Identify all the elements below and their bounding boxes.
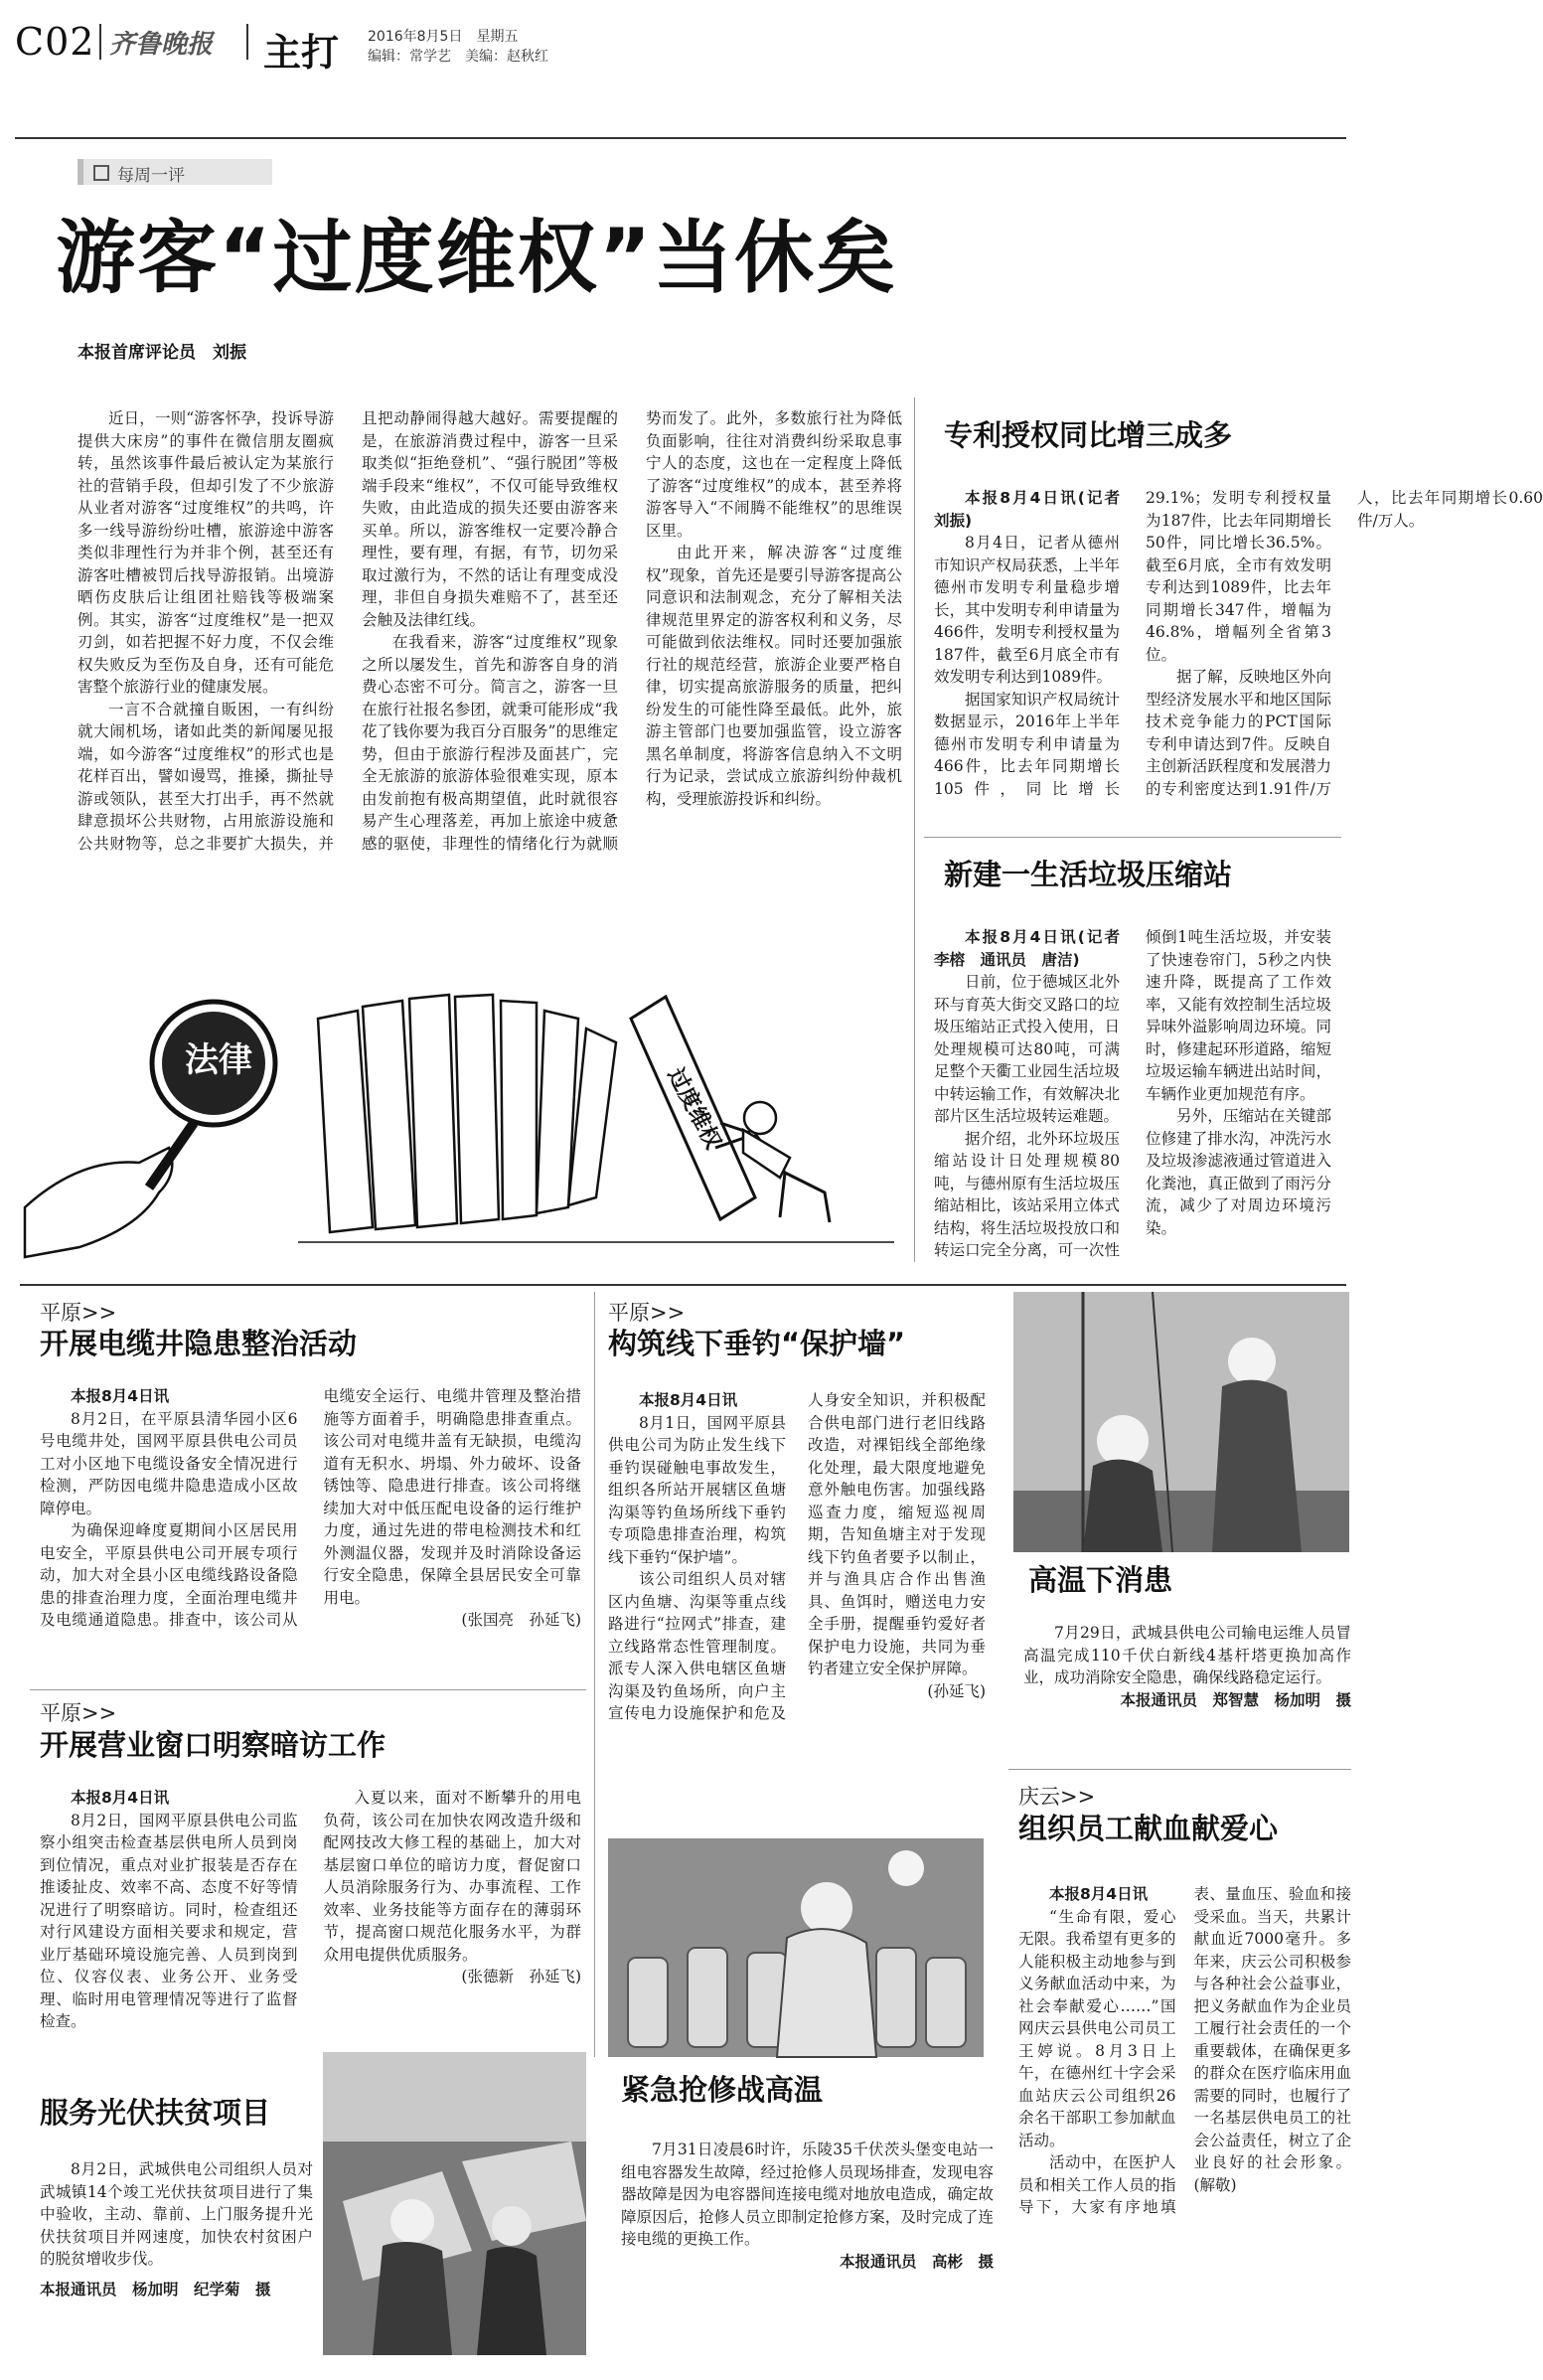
- patent-headline: 专利授权同比增三成多: [944, 418, 1233, 452]
- section-rule: [1008, 1769, 1351, 1770]
- heat-headline: 高温下消患: [1028, 1563, 1173, 1597]
- date-line: 2016年8月5日 星期五: [368, 29, 519, 45]
- section-rule: [20, 1284, 1346, 1286]
- patent-paragraph: 8月4日，记者从德州市知识产权局获悉，上半年德州市发明专利量稳步增长，其中发明专利申请量为466件，发明专利授权量为187件，截至6月底全市有效发明专利达到1089件。: [934, 534, 1120, 686]
- commentary-paragraph: 在我看来，游客“过度维权”现象之所以屡发生，首先和游客自身的消费心态密不可分。简言之，游客一旦在旅行社报名参团，就秉可能形成“我花了钱你要为我百分百服务”的思维定势，但由于旅游行程涉及面甚广，完全无旅游的旅游体验很难实现，原本由发前抱有极高期望值，此时就很容易产生心理落差，再加上旅途中疲惫感的驱使，非理性的情绪化行为就顺势而发了。此外，多数旅行社为降低负面影响，往往对消费纠纷采取息事宁人的态度，这也在一定程度上降低了游客“过度维权”的成本，甚至养将游客导入“不闹腾不能维权”的思维误区里。: [362, 409, 902, 853]
- cable-paragraph: 8月2日，在平原县清华园小区6号电缆井处，国网平原县供电公司员工对小区地下电缆设备安全情况进行检测，严防因电缆井隐患造成小区故障停电。: [40, 1409, 298, 1517]
- solar-credit: 本报通讯员 杨加明 纪学菊 摄: [40, 2279, 271, 2299]
- cable-lead-text: 本报8月4日讯: [71, 1387, 170, 1405]
- fishing-lead-text: 本报8月4日讯: [639, 1391, 738, 1409]
- blood-lead-text: 本报8月4日讯: [1049, 1885, 1149, 1903]
- window-lead: [40, 1787, 298, 1810]
- masthead-logo: 齐鲁晚报: [109, 30, 214, 60]
- window-paragraph: 8月2日，国网平原县供电公司监察小组突击检查基层供电所人员到岗到位情况，重点对业扩报装是否存在推诿扯皮、效率不高、态度不好等情况进行了明察暗访。同时，检查组还对行风建设方面相关要求和规定，营业厅基础环境设施完善、人员到岗到位、仪容仪表、业务公开、业务受理、临时用电管理情况等进行了监督检查。: [40, 1811, 298, 2030]
- cable-lead: [40, 1385, 298, 1408]
- heat-credit: 本报通讯员 郑智慧 杨加明 摄: [1120, 1689, 1351, 1709]
- page-number: C02: [15, 20, 95, 64]
- fishing-paragraph: 8月1日，国网平原县供电公司为防止发生线下垂钓误碰触电事故发生，组织各所站开展辖区鱼塘沟渠等钓鱼场所线下垂钓专项隐患排查治理，构筑线下垂钓“保护墙”。: [608, 1413, 786, 1566]
- blood-lead: [1018, 1883, 1176, 1906]
- commentary-paragraph: 由此开来，解决游客“过度维权”现象，首先还是要引导游客提高公同意识和法制观念，充分了解相关法律规范里界定的游客权利和义务，尽可能做到依法维权。同时还要加强旅行社的规范经营，旅游企业要严格自律，切实提高旅游服务的质量，把纠纷发生的可能性降至最低。此外，旅游主管部门也要加强监管，设立游客黑名单制度，将游客信息纳入不文明行为记录，尝试成立旅游纠纷仲裁机构，受理旅游投诉和纠纷。: [646, 544, 902, 808]
- patent-lead: [934, 487, 1136, 532]
- solar-paragraph: 8月2日，武城供电公司组织人员对武城镇14个竣工光伏扶贫项目进行了集中验收，主动、靠前、上门服务提升光伏扶贫项目并网速度，加快农村贫困户的脱贫增收步伐。: [40, 2160, 313, 2268]
- heat-photo: [1013, 1292, 1349, 1552]
- law-badge: [169, 1017, 268, 1096]
- cable-body: [40, 1385, 581, 1673]
- garbage-paragraph: 日前，位于德城区北外环与育英大街交叉路口的垃圾压缩站正式投入使用，日处理规模可达80吨，可满足整个天衢工业园生活垃圾中转运输工作，有效解决北部片区生活垃圾转运难题。: [934, 973, 1120, 1125]
- law-cartoon: [20, 959, 914, 1277]
- window-headline: 开展营业窗口明察暗访工作: [40, 1728, 386, 1762]
- window-paragraph: 入夏以来，面对不断攀升的用电负荷，该公司在加快农网改造升级和配网技改大修工程的基础上，加大对基层窗口单位的暗访力度，督促窗口人员消除服务行为、办事流程、工作效率、业务技能等方面存在的薄弱环节，提高窗口规范化服务水平，为群众用电提供优质服务。: [323, 1789, 581, 1964]
- blood-paragraph: “生命有限，爱心无限。我希望有更多的人能积极主动地参与到义务献血活动中来，为社会奉献爱心……”国网庆云县供电公司员工王婷说。8月3日上午，在德州红十字会采血站庆云公司组织26余名干部职工参加献血活动。: [1018, 1907, 1176, 2149]
- window-body: [40, 1787, 581, 2075]
- garbage-paragraph: 另外，压缩站在关键部位修建了排水沟，冲洗污水及垃圾渗滤液通过管道进入化粪池，真正做到了雨污分流，减少了对周边环境污染。: [1146, 1107, 1331, 1237]
- repair-photo: [608, 1838, 984, 2057]
- cable-paragraph: 为确保迎峰度夏期间小区居民用电安全，平原县供电公司开展专项行动，加大对全县小区电缆线路设备隐患的排查治理力度，全面治理电缆井及电缆通道隐患。排查中，该公司从电缆安全运行、电缆井管理及整治措施等方面着手，明确隐患排查重点。该公司对电缆井盖有无缺损，电缆沟道有无积水、坍塌、外力破坏、设备锈蚀等、隐患进行排查。该公司将继续加大对中低压配电设备的运行维护力度，通过先进的带电检测技术和红外测温仪器，发现并及时消除设备运行安全隐患，保障全县居民安全可靠用电。: [40, 1387, 581, 1629]
- column-tag: [77, 159, 272, 185]
- fishing-credit: (孙延飞): [927, 1681, 986, 1700]
- patent-body: [934, 487, 1543, 815]
- blood-paragraph: 活动中，在医护人员和相关工作人员的指导下，大家有序地填表、量血压、验血和接受采血。当天，共累计献血近7000毫升。多年来，庆云公司积极参与各种社会公益事业，把义务献血作为企业员工履行社会责任的一个重要载体，在确保更多的群众在医疗临床用血需要的同时，也履行了一名基层供电员工的社会公益责任，树立了企业良好的社会形象。(解敬): [1018, 1885, 1351, 2216]
- header-divider-2: [246, 24, 248, 60]
- section-divider: [924, 837, 1341, 838]
- repair-paragraph: 7月31日凌晨6时许，乐陵35千伏茨头堡变电站一组电容器发生故障，经过抢修人员现场排查，发现电容器故障是因为电容器间连接电缆对地放电造成，确定故障原因后，抢修人员立即制定抢修方案，及时完成了连接电缆的更换工作。: [621, 2141, 994, 2248]
- garbage-lead: [934, 926, 1136, 971]
- commentary-body: [77, 407, 902, 944]
- section-title: 主打: [263, 31, 340, 75]
- blood-body: [1018, 1883, 1351, 2365]
- heat-paragraph: 7月29日，武城县供电公司输电运维人员冒高温完成110千伏白新线4基杆塔更换加高作业，成功消除安全隐患，确保线路稳定运行。: [1023, 1624, 1351, 1686]
- blood-kicker: 庆云>>: [1018, 1785, 1096, 1809]
- fishing-kicker: 平原>>: [608, 1301, 686, 1325]
- solar-headline: 服务光伏扶贫项目: [40, 2096, 271, 2130]
- window-lead-text: 本报8月4日讯: [71, 1789, 170, 1807]
- commentary-headline: 游客“过度维权”当休矣: [56, 212, 898, 304]
- cable-kicker: 平原>>: [40, 1301, 117, 1325]
- cartoon-board-text: 过度维权: [662, 1064, 726, 1154]
- garbage-paragraph: 据介绍，北外环垃圾压缩站设计日处理规模80吨，与德州原有生活垃圾压缩站相比，该站采用立体式结构，将生活垃圾投放口和转运口完全分离，可一次性倾倒1吨生活垃圾，并安装了快速卷帘门，5秒之内快速升降，既提高了工作效率，又能有效控制生活垃圾异味外溢影响周边环境。同时，修建起环形道路，缩短垃圾运输车辆进出站时间，车辆作业更加规范有序。: [934, 928, 1331, 1259]
- header-rule: [15, 137, 1346, 139]
- window-kicker: 平原>>: [40, 1701, 117, 1725]
- cartoon-illustration: [20, 959, 914, 1277]
- garbage-body: [934, 926, 1331, 1262]
- repair-credit: 本报通讯员 高彬 摄: [839, 2251, 994, 2271]
- fishing-paragraph: 该公司组织人员对辖区内鱼塘、沟渠等重点线路进行“拉网式”排查，建立线路常态性管理制度。派专人深入供电辖区鱼塘沟渠及钓鱼场所，向户主宣传电力设施保护和危及人身安全知识，并积极配合供电部门进行老旧线路改造，对裸铝线全部绝缘化处理，最大限度地避免意外触电伤害。加强线路巡查力度，缩短巡视周期，告知鱼塘主对于发现线下钓鱼者要予以制止，并与渔具店合作出售渔具、鱼饵时，赠送电力安全手册，提醒垂钓爱好者保护电力设施，共同为垂钓者建立安全保护屏障。: [608, 1391, 986, 1722]
- blood-headline: 组织员工献血献爱心: [1018, 1812, 1279, 1845]
- column-tag-icon: [93, 165, 109, 181]
- patent-lead-text: 本报8月4日讯(记者 刘振): [934, 489, 1136, 530]
- repair-headline: 紧急抢修战高温: [621, 2073, 824, 2107]
- garbage-lead-text: 本报8月4日讯(记者 李榕 通讯员 唐洁): [934, 928, 1136, 969]
- heat-body: [1023, 1622, 1351, 1751]
- fishing-headline: 构筑线下垂钓“保护墙”: [608, 1327, 906, 1360]
- section-rule: [30, 1689, 586, 1690]
- column-divider: [594, 1292, 595, 2057]
- window-credit: (张德新 孙延飞): [461, 1968, 581, 1985]
- commentary-paragraph: 近日，一则“游客怀孕，投诉导游提供大床房”的事件在微信朋友圈疯转，虽然该事件最后被认定为某旅行社的营销手段，但却引发了不少旅游从业者对游客“过度维权”的共鸣，许多一线导游纷纷吐槽，旅游途中游客类似非理性行为并非个例，甚至还有游客吐槽被罚后找导游报销。出境游晒伤皮肤后让组团社赔钱等极端案例。其实，游客“过度维权”是一把双刃剑，如若把握不好力度，不仅会维权失败反为至伤及自身，还有可能危害整个旅游行业的健康发展。: [77, 409, 334, 696]
- commentary-byline: 本报首席评论员 刘振: [77, 343, 246, 363]
- garbage-headline: 新建一生活垃圾压缩站: [944, 858, 1233, 891]
- law-badge-text: 法律: [185, 1039, 252, 1080]
- page-header: [0, 0, 1404, 79]
- solar-photo: [323, 2052, 586, 2355]
- editor-line: 编辑：常学艺 美编：赵秋红: [368, 49, 548, 65]
- column-divider: [914, 397, 915, 1262]
- column-tag-label: 每周一评: [117, 166, 185, 186]
- fishing-body: [608, 1389, 986, 1826]
- cable-credit: (张国亮 孙延飞): [461, 1611, 581, 1629]
- patent-paragraph: 据国家知识产权局统计数据显示，2016年上半年德州市发明专利申请量为466件，比去年同期增长105件，同比增长29.1%；发明专利授权量为187件，比去年同期增长50件，同比增长36.5%。截至6月底，全市有效发明专利达到1089件，比去年同期增长347件，增幅为46.8%，增幅列全省第3位。: [934, 489, 1331, 798]
- repair-body: [621, 2139, 994, 2367]
- patent-paragraph: 据了解，反映地区外向型经济发展水平和地区国际技术竞争能力的PCT国际专利申请达到7件。反映自主创新活跃程度和发展潜力的专利密度达到1.91件/万人，比去年同期增长0.60件/万人。: [1146, 489, 1543, 798]
- commentary-paragraph: 一言不合就撞自販困，一有纠纷就大闹机场，诸如此类的新闻屡见报端，如今游客“过度维权”的形式也是花样百出，譬如谩骂，推搡，撕扯导游或领队，甚至大打出手，再不然就肆意损坏公共财物，占用旅游设施和公共财物等，总之非要扩大损失，并且把动静闹得越大越好。需要提醒的是，在旅游消费过程中，游客一旦采取类似“拒绝登机”、“强行脱团”等极端手段来“维权”，不仅可能导致维权失败，由此造成的损失还要由游客来买单。所以，游客维权一定要冷静合理性，要有理，有据，有节，切勿采取过激行为，不然的话让有理变成没理，非但自身损失难赔不了，甚至还会触及法律红线。: [77, 409, 618, 853]
- header-divider: [99, 24, 101, 60]
- solar-body: [40, 2158, 313, 2357]
- cable-headline: 开展电缆井隐患整治活动: [40, 1327, 358, 1360]
- fishing-lead: [608, 1389, 786, 1412]
